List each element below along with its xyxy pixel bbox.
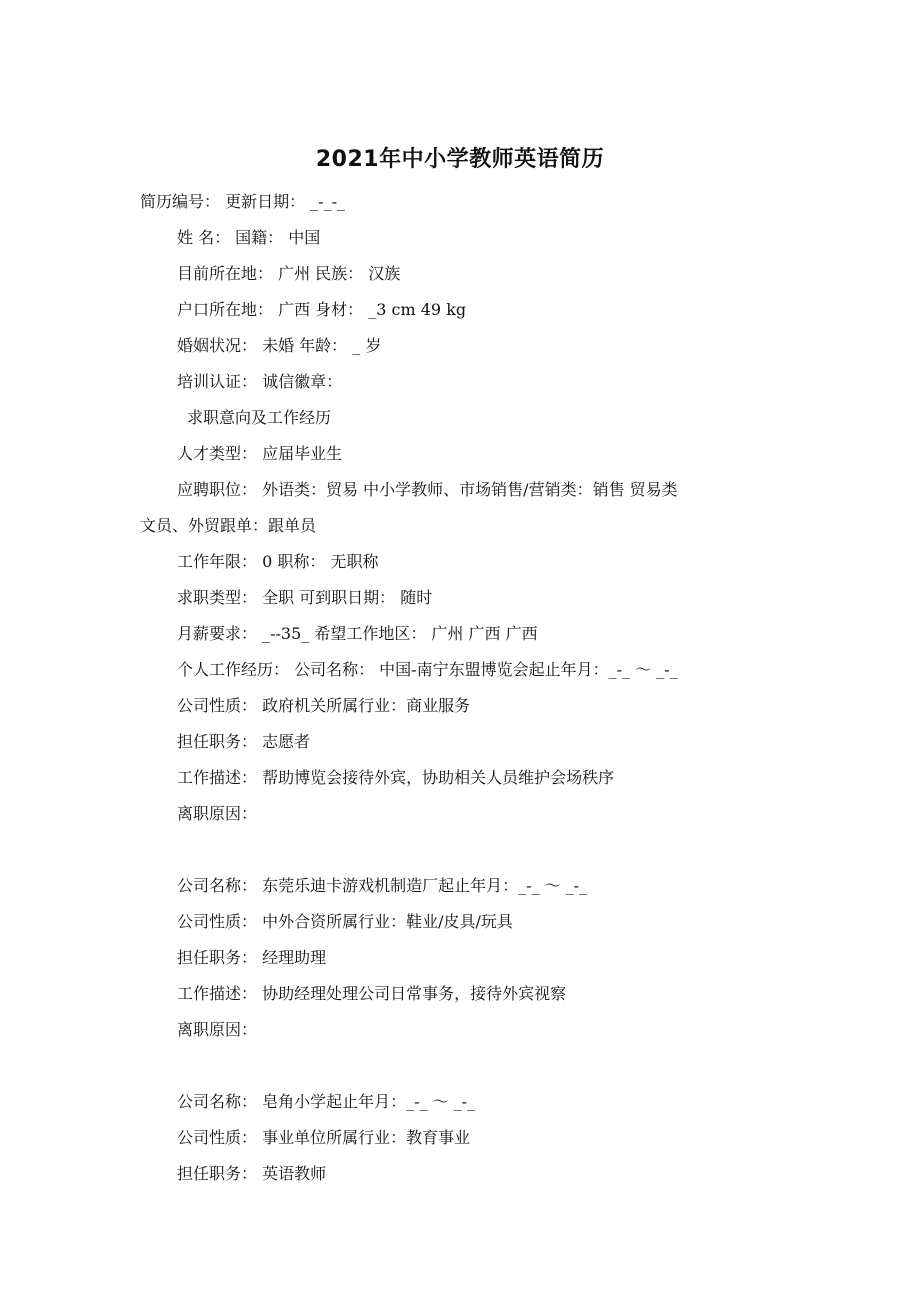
resume-line-position: 应聘职位： 外语类：贸易 中小学教师、市场销售/营销类：销售 贸易类 [177, 480, 678, 499]
section-heading-job-intent: 求职意向及工作经历 [187, 408, 332, 427]
resume-line-years-title: 工作年限： 0 职称： 无职称 [177, 552, 379, 571]
resume-line-company-nature-3: 公司性质： 事业单位所属行业：教育事业 [177, 1128, 471, 1147]
resume-line-company-3: 公司名称： 皂角小学起止年月：_-_ ～ _-_ [177, 1092, 476, 1111]
resume-line-salary-region: 月薪要求： _--35_ 希望工作地区： 广州 广西 广西 [177, 624, 538, 643]
resume-line-hukou-physique: 户口所在地： 广西 身材： _3 cm 49 kg [177, 300, 467, 319]
resume-line-job-type: 求职类型： 全职 可到职日期： 随时 [177, 588, 433, 607]
resume-line-marital-age: 婚姻状况： 未婚 年龄： _ 岁 [177, 336, 382, 355]
resume-line-company-2: 公司名称： 东莞乐迪卡游戏机制造厂起止年月：_-_ ～ _-_ [177, 876, 588, 895]
resume-line-leave-reason-2: 离职原因： [177, 1020, 258, 1039]
page-title: 2021年中小学教师英语简历 [315, 147, 605, 172]
resume-line-description-2: 工作描述： 协助经理处理公司日常事务，接待外宾视察 [177, 984, 567, 1003]
resume-line-company-nature-2: 公司性质： 中外合资所属行业：鞋业/皮具/玩具 [177, 912, 513, 931]
resume-line-position-cont: 文员、外贸跟单：跟单员 [140, 516, 317, 535]
resume-line-duty-1: 担任职务： 志愿者 [177, 732, 311, 751]
resume-line-duty-3: 担任职务： 英语教师 [177, 1164, 327, 1183]
resume-line-duty-2: 担任职务： 经理助理 [177, 948, 327, 967]
resume-line-work-history-1: 个人工作经历： 公司名称： 中国-南宁东盟博览会起止年月：_-_ ～ _-_ [177, 660, 678, 679]
resume-line-certification: 培训认证： 诚信徽章： [177, 372, 343, 391]
resume-line-name-nationality: 姓 名： 国籍： 中国 [177, 228, 321, 247]
resume-line-company-nature-1: 公司性质： 政府机关所属行业：商业服务 [177, 696, 471, 715]
resume-line-location-ethnicity: 目前所在地： 广州 民族： 汉族 [177, 264, 401, 283]
resume-line-talent-type: 人才类型： 应届毕业生 [177, 444, 343, 463]
resume-line-leave-reason-1: 离职原因： [177, 804, 258, 823]
resume-line-number-date: 简历编号： 更新日期： _-_-_ [140, 192, 345, 211]
resume-line-description-1: 工作描述： 帮助博览会接待外宾，协助相关人员维护会场秩序 [177, 768, 615, 787]
